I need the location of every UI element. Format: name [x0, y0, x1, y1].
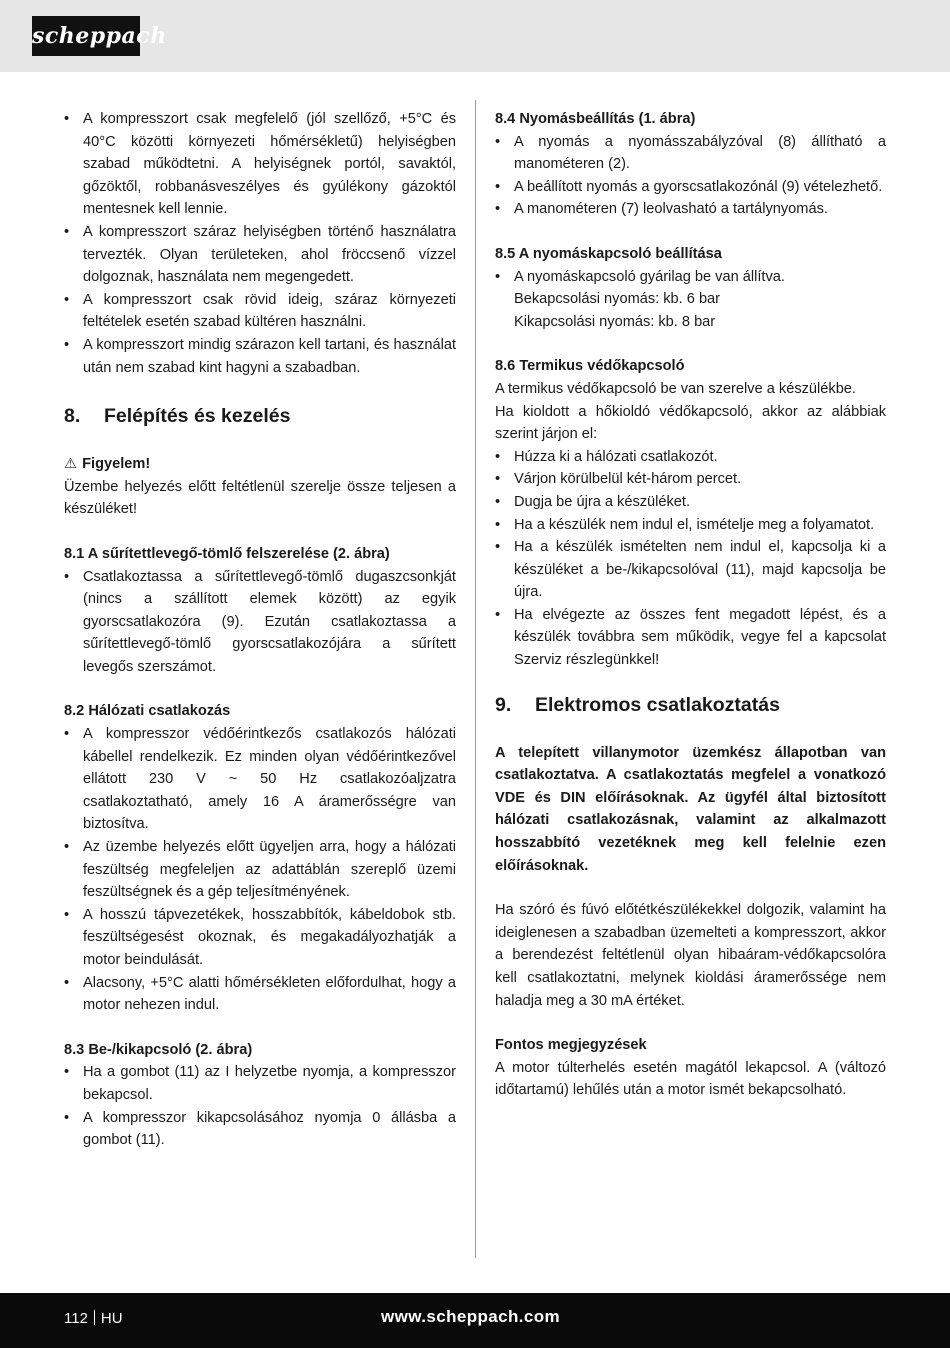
list-item: • Húzza ki a hálózati csatlakozót.: [495, 446, 886, 469]
switch-on-pressure: Bekapcsolási nyomás: kb. 6 bar: [514, 291, 721, 308]
list-item: • A hosszú tápvezetékek, hosszabbítók, kábeldobok stb. feszültségesést okoznak, és megakadályozhatják a motor beindulását.: [64, 904, 456, 972]
list-item: • A kompresszort mindig szárazon kell tartani, és használat után nem szabad kint hagyni a szabadban.: [64, 334, 456, 379]
website-url: www.scheppach.com: [381, 1307, 561, 1326]
warning-triangle-icon: ⚠: [64, 456, 78, 473]
list-item: • A kompresszort csak rövid ideig, száraz környezeti feltételek esetén szabad kültéren használni.: [64, 289, 456, 334]
paragraph: A motor túlterhelés esetén magától lekapcsol. A (változó időtartamú) lehűlés után a motor ismét bekapcsolható.: [495, 1059, 886, 1099]
list-item: • Ha a készülék ismételten nem indul el, kapcsolja ki a készüléket a be-/kikapcsolóval (11), majd kapcsolja be újra.: [495, 536, 886, 604]
language-code: HU: [100, 1310, 123, 1327]
subsection-8-1-list: [64, 566, 456, 679]
right-column: [495, 108, 886, 1102]
subsection-8-6-title: 8.6 Termikus védőkapcsoló: [495, 358, 685, 375]
paragraph: A termikus védőkapcsoló be van szerelve a készülékbe.: [495, 380, 856, 397]
section-title: Elektromos csatlakoztatás: [535, 693, 780, 716]
section-number: 8.: [64, 405, 81, 428]
left-column: [64, 108, 456, 1152]
column-divider: [475, 100, 476, 1258]
warning-heading: [64, 453, 456, 476]
list-item: • A manométeren (7) leolvasható a tartálynyomás.: [495, 198, 886, 221]
list-item: • A nyomás a nyomásszabályzóval (8) állítható a manométeren (2).: [495, 131, 886, 176]
subsection-8-2-title: 8.2 Hálózati csatlakozás: [64, 703, 231, 720]
warning-text: Üzembe helyezés előtt feltétlenül szerelje össze teljesen a készüléket!: [64, 478, 456, 518]
list-item: • Alacsony, +5°C alatti hőmérsékleten előfordulhat, hogy a motor nehezen indul.: [64, 972, 456, 1017]
page-number: 112: [64, 1310, 88, 1327]
warning-title: Figyelem!: [82, 456, 151, 473]
paragraph: Ha szóró és fúvó előtétkészülékekkel dolgozik, valamint ha ideiglenesen a szabadban üzemelteti a kompresszort, akkor a berendezést feltétlenül olyan hibaáram-védőkapcsolóra kell csatlakoztatni, melynek kioldási áramerőssége nem haladja meg a 30 mA értéket.: [495, 902, 886, 1009]
subsection-8-4-title: 8.4 Nyomásbeállítás (1. ábra): [495, 111, 696, 127]
subsection-8-6-list: [495, 446, 886, 672]
section-title: Felépítés és kezelés: [104, 405, 291, 428]
subsection-8-3-title: 8.3 Be-/kikapcsoló (2. ábra): [64, 1041, 253, 1058]
bold-paragraph: A telepített villanymotor üzemkész állapotban van csatlakoztatva. A csatlakoztatás megfelel a vonatkozó VDE és DIN előírásoknak. Az ügyfél által biztosított hálózati csatlakozásnak, valamint az alkalmazott hosszabbító vezetéknek meg kell felelnie ezen előírásoknak.: [495, 744, 886, 874]
list-item: • Ha a gombot (11) az I helyzetbe nyomja, a kompresszor bekapcsol.: [64, 1061, 456, 1106]
section-9-heading: [495, 692, 886, 718]
switch-off-pressure: Kikapcsolási nyomás: kb. 8 bar: [514, 313, 716, 330]
subsection-8-1-title: 8.1 A sűrítettlevegő-tömlő felszerelése (2. ábra): [64, 545, 390, 562]
footer-bar: [0, 1293, 950, 1348]
page-indicator: [64, 1310, 123, 1327]
subsection-8-5-list: [495, 266, 886, 289]
list-item: • A nyomáskapcsoló gyárilag be van állítva.: [495, 266, 886, 289]
list-item: • A kompresszor védőérintkezős csatlakozós hálózati kábellel rendelkezik. Ez minden olyan védőérintkezővel ellátott 230 V ~ 50 Hz csatlakozóaljzatra csatlakoztatható, amely 16 A áramerősségre van biztosítva.: [64, 723, 456, 836]
list-item: • Az üzembe helyezés előtt ügyeljen arra, hogy a hálózati feszültség megfeleljen az adattáblán szereplő üzemi feszültségnek és a gép teljesítményének.: [64, 836, 456, 904]
paragraph: Ha kioldott a hőkioldó védőkapcsoló, akkor az alábbiak szerint járjon el:: [495, 403, 886, 443]
subsection-8-4-list: [495, 131, 886, 221]
list-item: • A kompresszor kikapcsolásához nyomja 0 állásba a gombot (11).: [64, 1107, 456, 1152]
footer-separator: [94, 1310, 95, 1325]
list-item: • Ha a készülék nem indul el, ismételje meg a folyamatot.: [495, 514, 886, 537]
list-item: • A kompresszort száraz helyiségben történő használatra tervezték. Olyan területeken, ahol fröccsenő vízzel dolgoznak, használata nem megengedett.: [64, 221, 456, 289]
scheppach-logo: scheppach: [32, 16, 140, 56]
subsection-8-3-list: [64, 1061, 456, 1151]
list-item: • A beállított nyomás a gyorscsatlakozónál (9) vételezhető.: [495, 176, 886, 199]
list-item: • Csatlakoztassa a sűrítettlevegő-tömlő dugaszcsonkját (nincs a szállított elemek között) az egyik gyorscsatlakozóra (9). Ezután csatlakoztassa a sűrítettlevegő-tömlő gyorscsatlakozójára a sűrített levegős szerszámot.: [64, 566, 456, 679]
subsection-8-2-list: [64, 723, 456, 1017]
list-item: • Várjon körülbelül két-három percet.: [495, 468, 886, 491]
list-item: • A kompresszort csak megfelelő (jól szellőző, +5°C és 40°C közötti környezeti hőmérsékletű) helyiségben szabad működtetni. A helyiségnek portól, savaktól, gőzöktől, robbanásveszélyes és gyúlékony gázoktól mentesnek kell lennie.: [64, 108, 456, 221]
intro-bullet-list: [64, 108, 456, 379]
list-item: • Ha elvégezte az összes fent megadott lépést, és a készülék továbbra sem működik, vegye fel a kapcsolat Szerviz részlegünkkel!: [495, 604, 886, 672]
header-bar: [0, 0, 950, 72]
section-number: 9.: [495, 693, 512, 716]
notes-title: Fontos megjegyzések: [495, 1037, 647, 1054]
subsection-8-5-title: 8.5 A nyomáskapcsoló beállítása: [495, 245, 722, 262]
section-8-heading: [64, 403, 456, 429]
list-item: • Dugja be újra a készüléket.: [495, 491, 886, 514]
